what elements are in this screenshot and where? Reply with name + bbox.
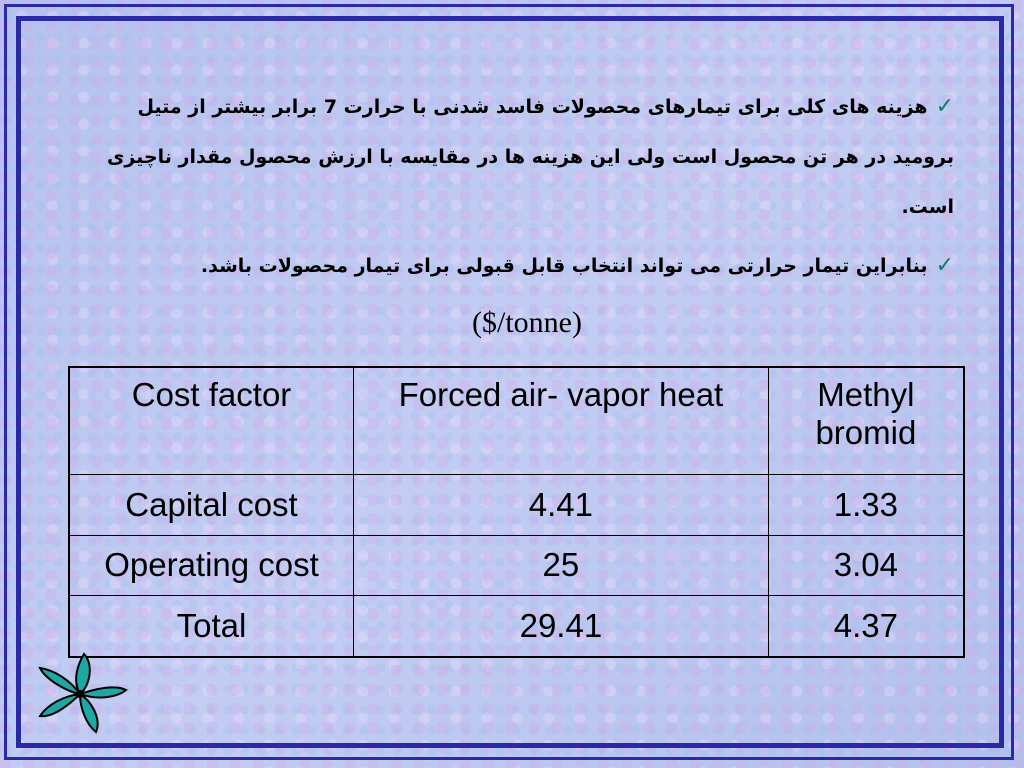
methyl-bromid-value: 3.04 <box>768 535 964 596</box>
table-row <box>69 475 964 536</box>
bullet-paragraph-1 <box>74 82 954 232</box>
table-header-row <box>69 367 964 475</box>
bullet-2-text: بنابراین تیمار حرارتی می تواند انتخاب قابل قبولی برای تیمار محصولات باشد. <box>200 255 928 277</box>
checkmark-icon: ✓ <box>935 94 954 119</box>
row-label: Operating cost <box>69 535 354 596</box>
methyl-bromid-value: 1.33 <box>768 475 964 536</box>
header-forced-air: Forced air- vapor heat <box>354 367 769 475</box>
forced-air-value: 4.41 <box>354 475 769 536</box>
row-label: Capital cost <box>69 475 354 536</box>
cost-table <box>68 366 965 658</box>
forced-air-value: 29.41 <box>354 596 769 657</box>
header-cost-factor: Cost factor <box>69 367 354 475</box>
methyl-bromid-value: 4.37 <box>768 596 964 657</box>
table-row <box>69 535 964 596</box>
checkmark-icon: ✓ <box>935 253 954 278</box>
bullet-paragraph-2 <box>74 235 954 297</box>
header-methyl-bromid: Methyl bromid <box>768 367 964 475</box>
bullet-1-text: هزینه های کلی برای تیمارهای محصولات فاسد شدنی با حرارت 7 برابر بیشتر از متیل برومید در هر تن محصول است ولی این هزینه ها در مقایسه با ارزش محصول مقدار ناچیزی است. <box>106 96 954 218</box>
forced-air-value: 25 <box>354 535 769 596</box>
units-label: ($/tonne) <box>472 306 582 339</box>
star-flower-logo-icon <box>28 652 132 736</box>
table-row <box>69 596 964 657</box>
row-label: Total <box>69 596 354 657</box>
